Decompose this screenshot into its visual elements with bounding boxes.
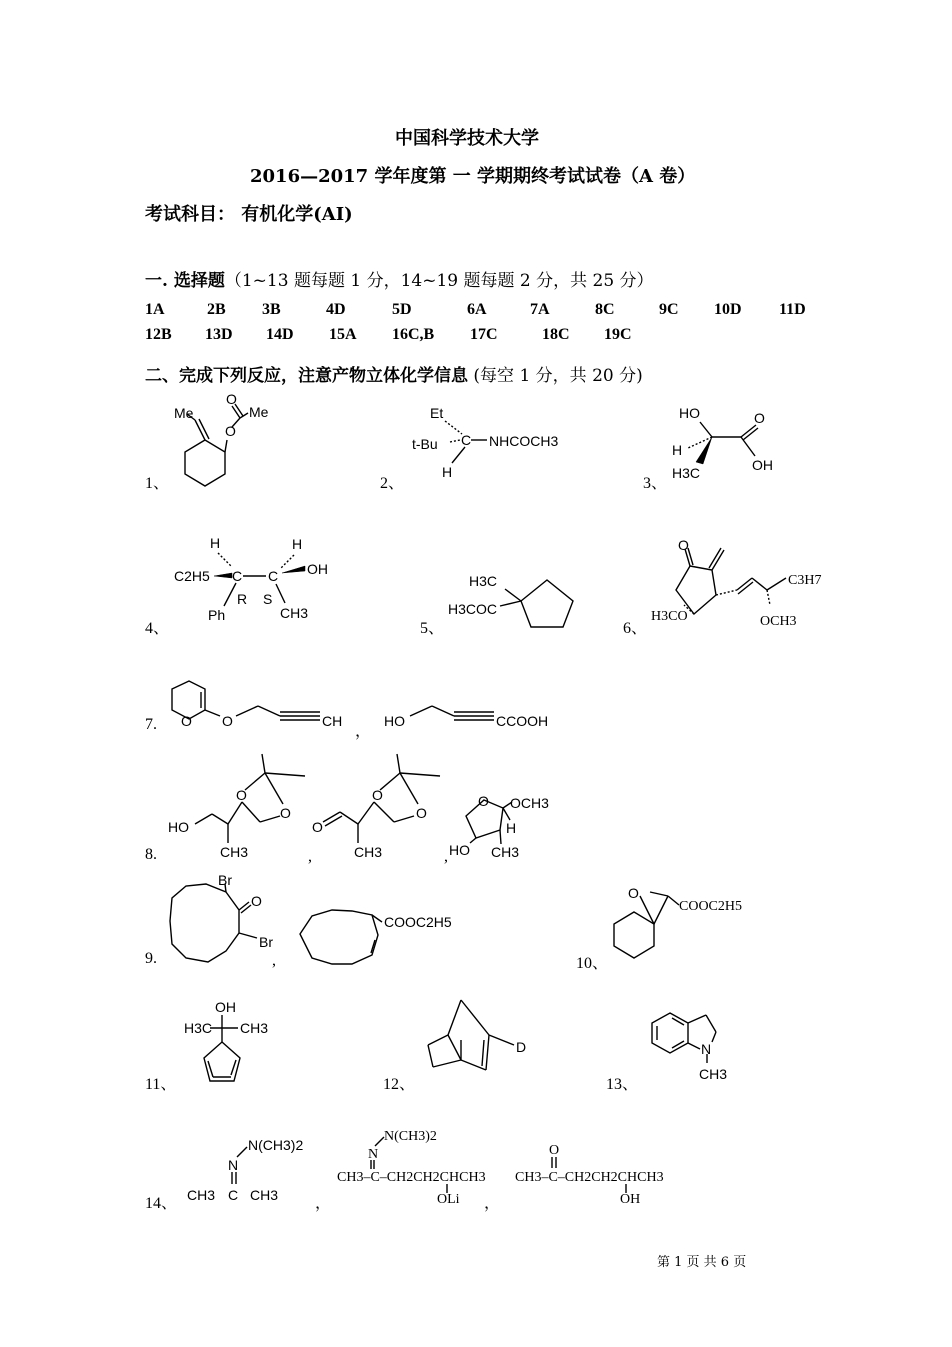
atom-label: OLi [437, 1192, 460, 1207]
item-number-7: 7. [145, 716, 157, 733]
separator-comma: ， [315, 1195, 332, 1212]
atom-label: HO [449, 842, 470, 858]
answer: 17C [470, 326, 498, 343]
atom-label: COOC2H5 [679, 899, 743, 914]
atom-label: Me [249, 404, 269, 420]
atom-label: OH [620, 1192, 641, 1207]
atom-label: N(CH3)2 [248, 1137, 304, 1153]
atom-label: CH3 [220, 844, 249, 860]
atom-label: O [478, 793, 489, 809]
answer: 14D [266, 326, 294, 343]
atom-label: N [228, 1157, 239, 1173]
atom-label: t-Bu [412, 436, 438, 452]
atom-label: Et [430, 405, 444, 421]
atom-label: OCH3 [760, 614, 797, 629]
item-number-4: 4、 [145, 620, 170, 637]
item-number-3: 3、 [643, 475, 668, 492]
atom-label: CH3 [280, 605, 309, 621]
atom-label: CH3 [491, 844, 520, 860]
answer: 12B [145, 326, 172, 343]
atom-label: CH3 [250, 1187, 279, 1203]
atom-label: H [292, 536, 303, 552]
atom-label: OH [307, 561, 328, 577]
atom-label: O [236, 787, 247, 803]
atom-label: H [506, 820, 517, 836]
atom-label: COOC2H5 [384, 914, 452, 930]
atom-label: O [416, 805, 427, 821]
atom-label: D [516, 1039, 527, 1055]
answer: 15A [329, 326, 357, 343]
answer: 19C [604, 326, 632, 343]
atom-label: CH3 [354, 844, 383, 860]
atom-label: CH3 [187, 1187, 216, 1203]
item-number-5: 5、 [420, 620, 445, 637]
atom-label: H [210, 535, 221, 551]
answer: 18C [542, 326, 570, 343]
atom-label: H3COC [448, 601, 498, 617]
answer: 6A [467, 301, 487, 318]
atom-label: O [226, 391, 237, 407]
atom-label: O [372, 787, 383, 803]
item-number-12: 12、 [383, 1076, 416, 1093]
atom-label: O [222, 713, 233, 729]
answer: 4D [326, 301, 346, 318]
atom-label: HO [384, 713, 405, 729]
atom-label: C [232, 568, 243, 584]
atom-label: N(CH3)2 [384, 1129, 437, 1144]
answer: 11D [779, 301, 806, 318]
atom-label: O [181, 713, 192, 729]
atom-label: S [263, 591, 273, 607]
atom-label: OCH3 [510, 795, 549, 811]
separator-comma: ， [355, 723, 372, 740]
answer: 10D [714, 301, 742, 318]
atom-label: Br [259, 934, 273, 950]
answer: 9C [659, 301, 679, 318]
item-number-8: 8. [145, 846, 157, 863]
atom-label: NHCOCH3 [489, 433, 559, 449]
atom-label: Ph [208, 607, 226, 623]
atom-label: CH3 [240, 1020, 269, 1036]
university-name: 中国科学技术大学 [395, 128, 539, 149]
atom-label: OH [215, 999, 236, 1015]
atom-label: CH3 [699, 1066, 728, 1082]
atom-label: H [672, 442, 683, 458]
item-number-9: 9. [145, 950, 157, 967]
atom-label: Me [174, 405, 194, 421]
atom-label: O [628, 885, 639, 901]
atom-label: CCOOH [496, 713, 549, 729]
atom-label: N [368, 1147, 379, 1162]
answer: 2B [207, 301, 226, 318]
section1-note: （1~13 题每题 1 分，14~19 题每题 2 分，共 25 分） [224, 271, 654, 291]
separator-comma: , [272, 952, 276, 969]
item-number-6: 6、 [623, 620, 648, 637]
answer: 7A [530, 301, 550, 318]
atom-label: R [237, 591, 248, 607]
atom-label: H3C [672, 465, 701, 481]
atom-label: H3C [184, 1020, 213, 1036]
separator-comma: , [444, 848, 448, 865]
answer: 5D [392, 301, 412, 318]
answer: 16C,B [392, 326, 435, 343]
atom-label: O [251, 893, 262, 909]
separator-comma: ， [484, 1195, 501, 1212]
answer: 1A [145, 301, 165, 318]
item-number-14: 14、 [145, 1195, 178, 1212]
atom-label: HO [679, 405, 700, 421]
atom-label: O [225, 423, 236, 439]
item-number-10: 10、 [576, 955, 609, 972]
atom-label: C [461, 432, 472, 448]
atom-label: O [280, 805, 291, 821]
atom-label: C [268, 568, 279, 584]
atom-label: C2H5 [174, 568, 210, 584]
section1-title: 一. 选择题 [145, 271, 225, 291]
separator-comma: , [308, 848, 312, 865]
exam-subject: 考试科目： 有机化学(AI) [145, 204, 353, 225]
answer: 8C [595, 301, 615, 318]
atom-label: H [442, 464, 453, 480]
item-number-1: 1、 [145, 475, 170, 492]
atom-label: CH3–C–CH2CH2CHCH3 [337, 1170, 486, 1185]
atom-label: O [754, 410, 765, 426]
exam-title: 2016—2017 学年度第 一 学期期终考试试卷（A 卷） [250, 166, 696, 187]
atom-label: O [312, 819, 323, 835]
atom-label: O [678, 537, 689, 553]
section2-note: (每空 1 分，共 20 分) [468, 366, 643, 386]
atom-label: N [701, 1041, 712, 1057]
section2-title: 二、完成下列反应，注意产物立体化学信息 [145, 366, 468, 386]
atom-label: H3CO [651, 609, 688, 624]
atom-label: C [228, 1187, 239, 1203]
atom-label: CH3–C–CH2CH2CHCH3 [515, 1170, 664, 1185]
atom-label: CH [322, 713, 343, 729]
atom-label: C3H7 [788, 573, 822, 588]
item-number-13: 13、 [606, 1076, 639, 1093]
atom-label: H3C [469, 573, 498, 589]
atom-label: HO [168, 819, 189, 835]
answer: 13D [205, 326, 233, 343]
atom-label: Br [218, 872, 232, 888]
item-number-2: 2、 [380, 475, 405, 492]
item-number-11: 11、 [145, 1076, 177, 1093]
atom-label: OH [752, 457, 773, 473]
atom-label: O [549, 1143, 560, 1158]
answer: 3B [262, 301, 281, 318]
page-number: 第 1 页 共 6 页 [657, 1255, 747, 1270]
